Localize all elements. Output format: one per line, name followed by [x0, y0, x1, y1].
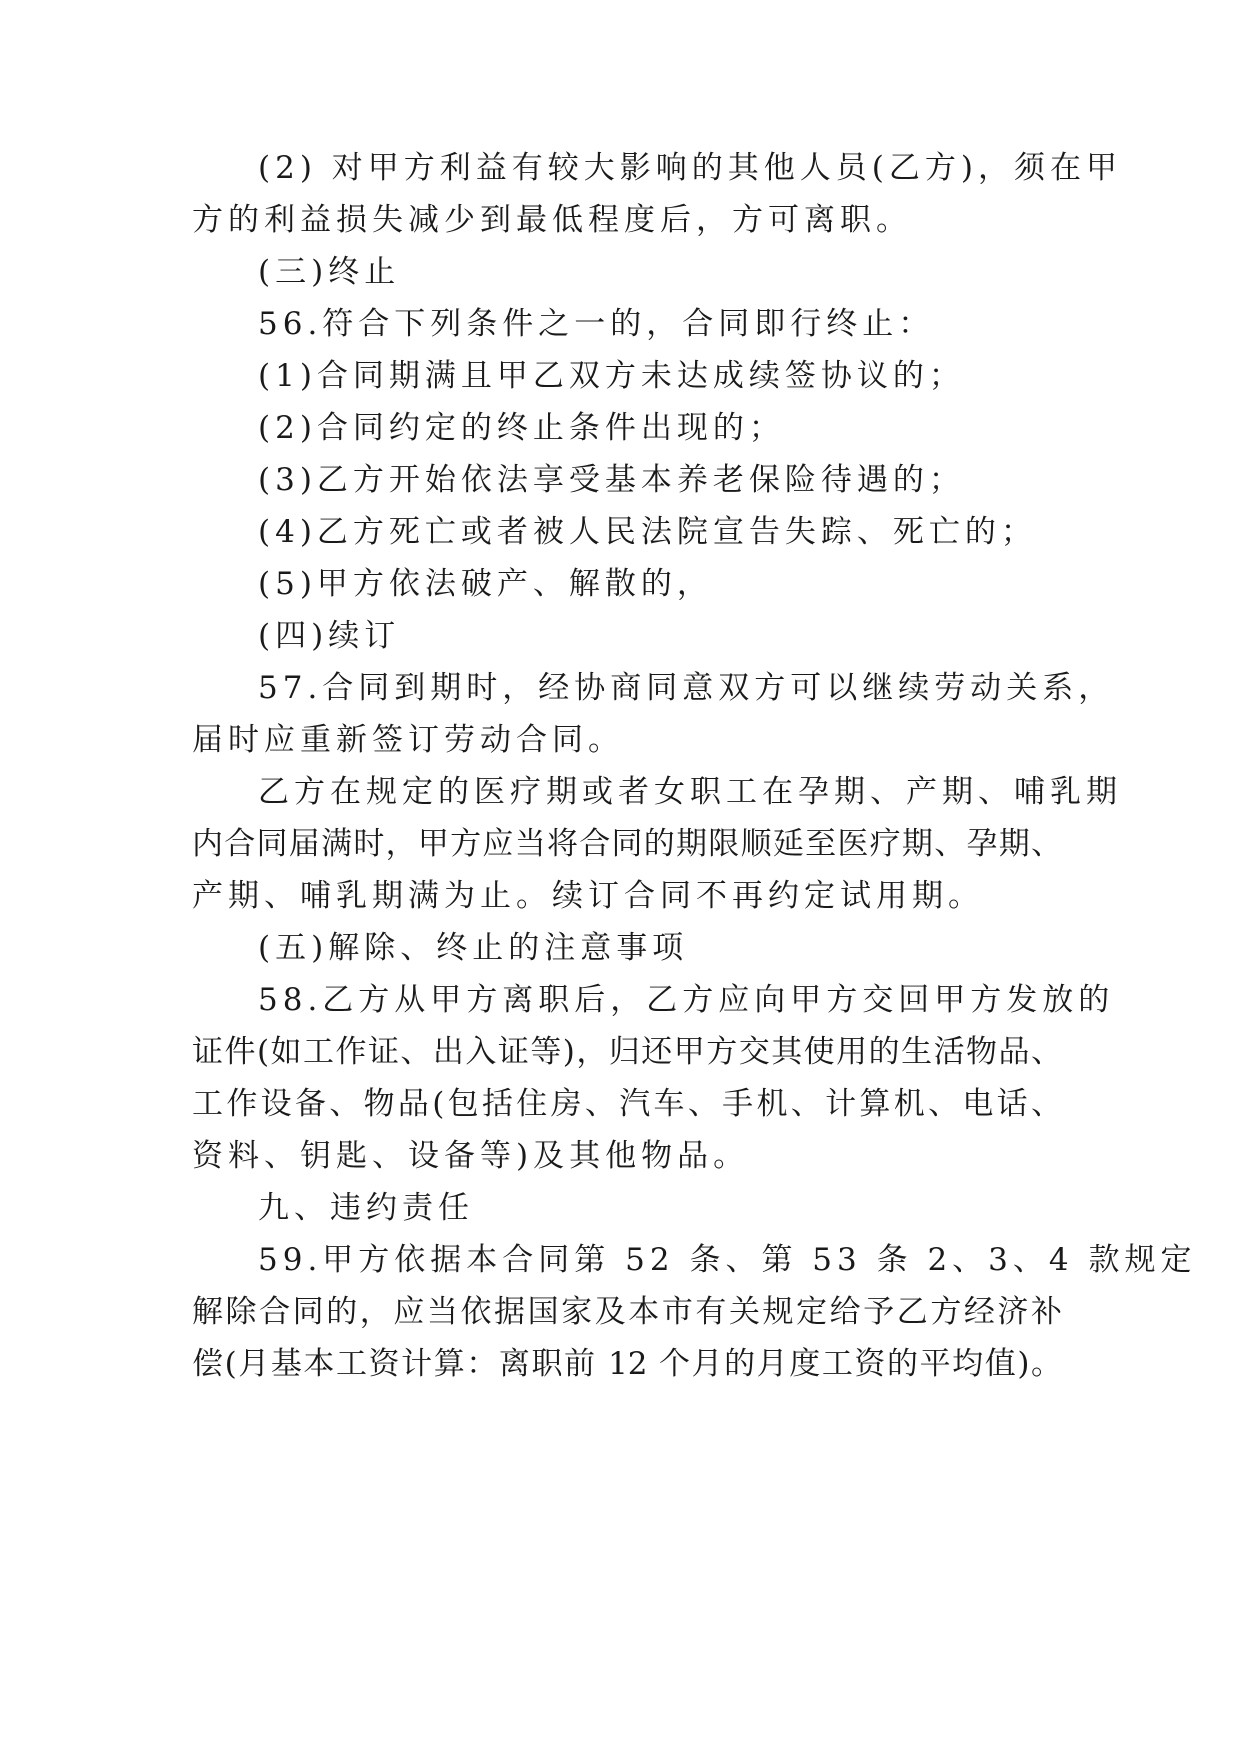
text-line: 57.合同到期时，经协商同意双方可以继续劳动关系，	[258, 670, 1115, 706]
text-line: 产期、哺乳期满为止。续订合同不再约定试用期。	[192, 878, 984, 914]
section-heading: (四)续订	[258, 618, 401, 654]
text-line: 偿(月基本工资计算：离职前 12 个月的月度工资的平均值)。	[192, 1346, 1062, 1382]
section-heading: (五)解除、终止的注意事项	[258, 930, 689, 966]
text-line: 方的利益损失减少到最低程度后，方可离职。	[192, 202, 912, 238]
text-line: 资料、钥匙、设备等)及其他物品。	[192, 1138, 750, 1174]
text-line: 证件(如工作证、出入证等)，归还甲方交其使用的生活物品、	[192, 1034, 1062, 1070]
text-line: 乙方在规定的医疗期或者女职工在孕期、产期、哺乳期	[258, 774, 1122, 810]
list-item: (4)乙方死亡或者被人民法院宣告失踪、死亡的；	[258, 514, 1037, 550]
section-heading: (三)终止	[258, 254, 401, 290]
list-item: (5)甲方依法破产、解散的，	[258, 566, 713, 602]
list-item: (2)合同约定的终止条件出现的；	[258, 410, 785, 446]
list-item: (1)合同期满且甲乙双方未达成续签协议的；	[258, 358, 965, 394]
text-line: 工作设备、物品(包括住房、汽车、手机、计算机、电话、	[192, 1086, 1062, 1122]
text-line: 届时应重新签订劳动合同。	[192, 722, 624, 758]
list-item: (3)乙方开始依法享受基本养老保险待遇的；	[258, 462, 965, 498]
text-line: 58.乙方从甲方离职后，乙方应向甲方交回甲方发放的	[258, 982, 1115, 1018]
text-line: 59.甲方依据本合同第 52 条、第 53 条 2、3、4 款规定	[258, 1242, 1197, 1278]
clause-heading: 56.符合下列条件之一的，合同即行终止：	[258, 306, 935, 342]
text-line: 解除合同的，应当依据国家及本市有关规定给予乙方经济补	[192, 1294, 1062, 1330]
section-heading: 九、违约责任	[258, 1190, 474, 1226]
text-line: (2) 对甲方利益有较大影响的其他人员(乙方)，须在甲	[258, 150, 1122, 186]
text-line: 内合同届满时，甲方应当将合同的期限顺延至医疗期、孕期、	[192, 826, 1062, 862]
